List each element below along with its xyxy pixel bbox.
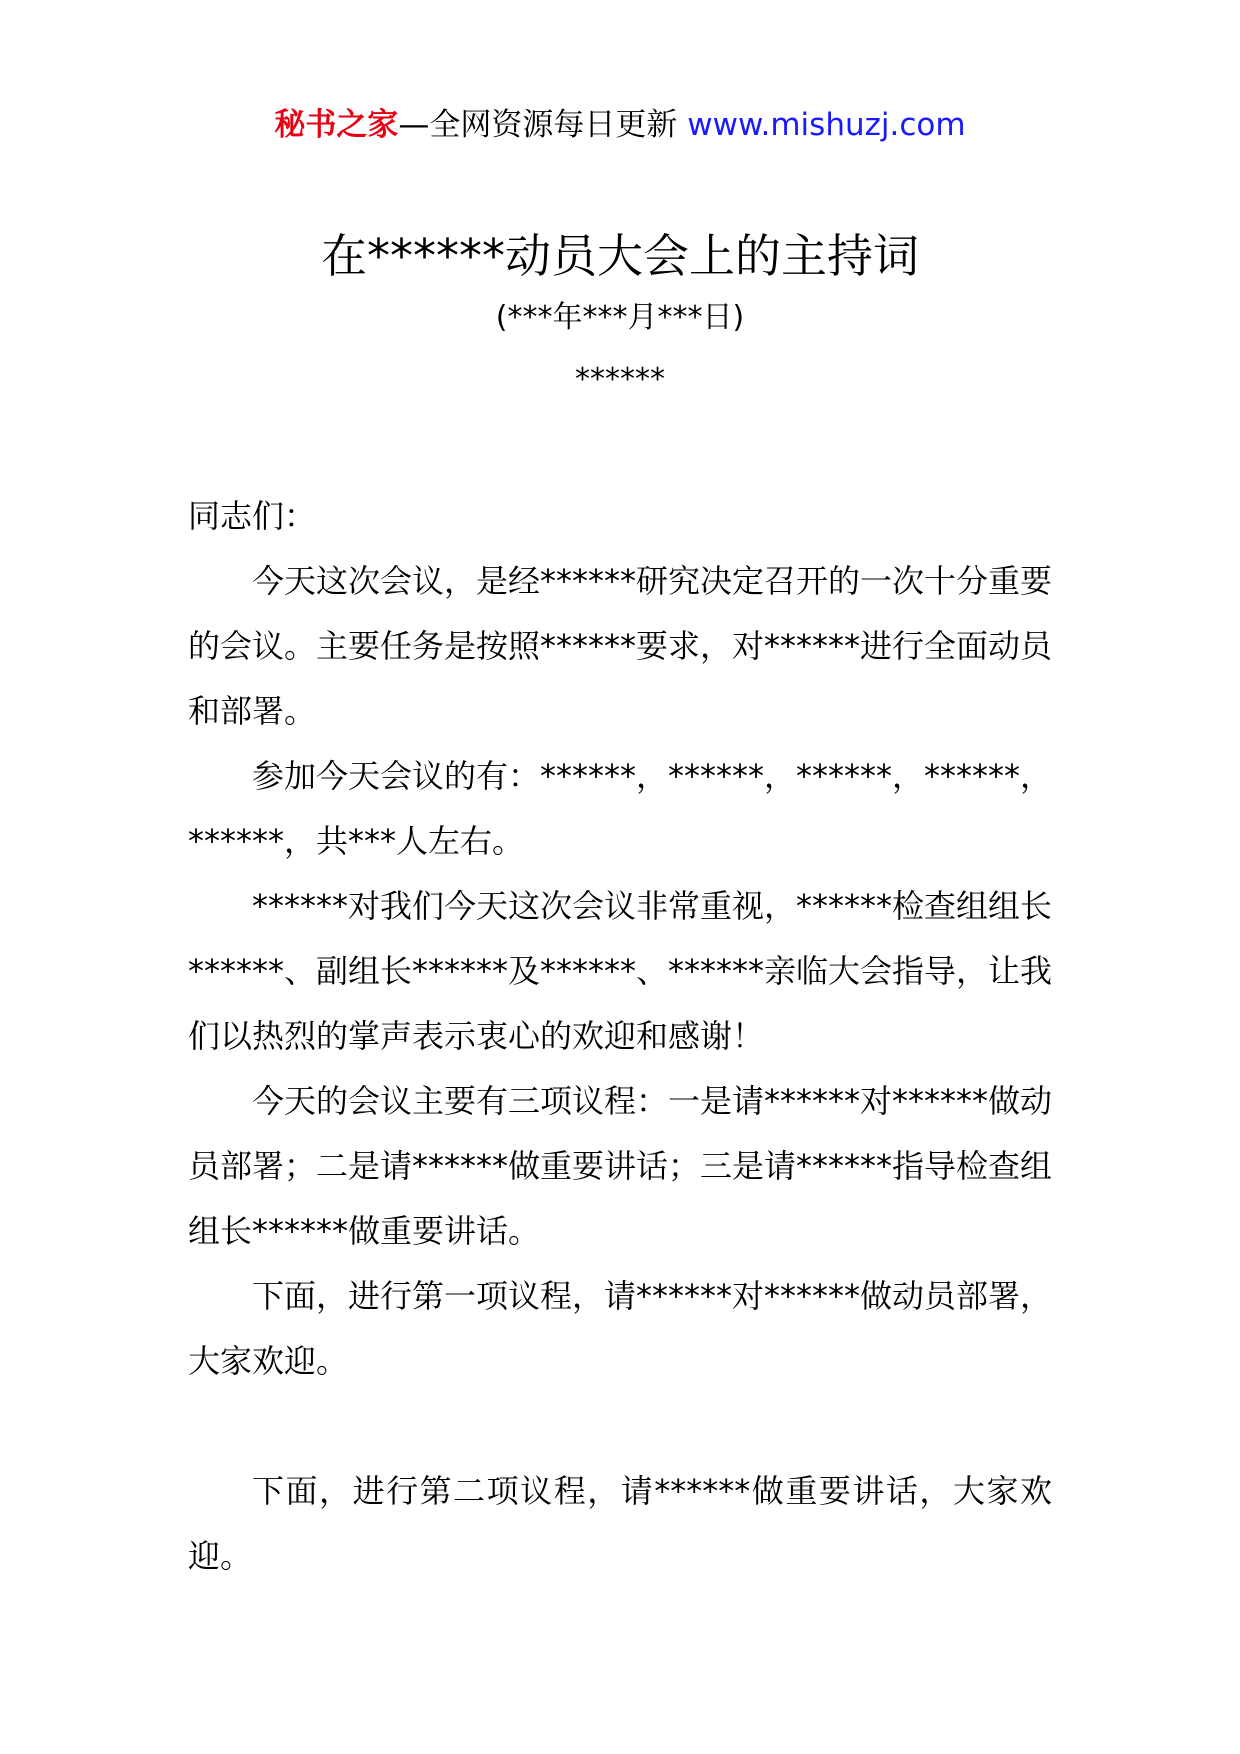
paragraph: ******对我们今天这次会议非常重视，******检查组组长******、副组长******及******、******亲临大会指导，让我们以热烈的掌声表示衷心的欢迎和感谢！: [188, 887, 1053, 1055]
paragraph: 参加今天会议的有：******，******，******，******，******，共***人左右。: [188, 757, 1053, 860]
site-url-link[interactable]: www.mishuzj.com: [687, 107, 966, 143]
site-tagline: —全网资源每日更新: [398, 107, 688, 143]
brand-name: 秘书之家: [274, 107, 399, 143]
document-title: 在******动员大会上的主持词: [321, 229, 919, 283]
site-header: [0, 100, 1240, 150]
paragraph: 下面，进行第二项议程，请******做重要讲话，大家欢迎。: [188, 1472, 1052, 1575]
salutation: 同志们：: [188, 497, 317, 535]
paragraph: 今天的会议主要有三项议程：一是请******对******做动员部署；二是请******做重要讲话；三是请******指导检查组组长******做重要讲话。: [188, 1082, 1053, 1250]
paragraph: 下面，进行第一项议程，请******对******做动员部署，大家欢迎。: [188, 1277, 1053, 1380]
document-author: ******: [575, 362, 665, 397]
paragraph: 今天这次会议，是经******研究决定召开的一次十分重要的会议。主要任务是按照******要求，对******进行全面动员和部署。: [188, 562, 1053, 730]
document-date: (***年***月***日): [495, 300, 745, 335]
document-body: [188, 484, 1052, 1589]
